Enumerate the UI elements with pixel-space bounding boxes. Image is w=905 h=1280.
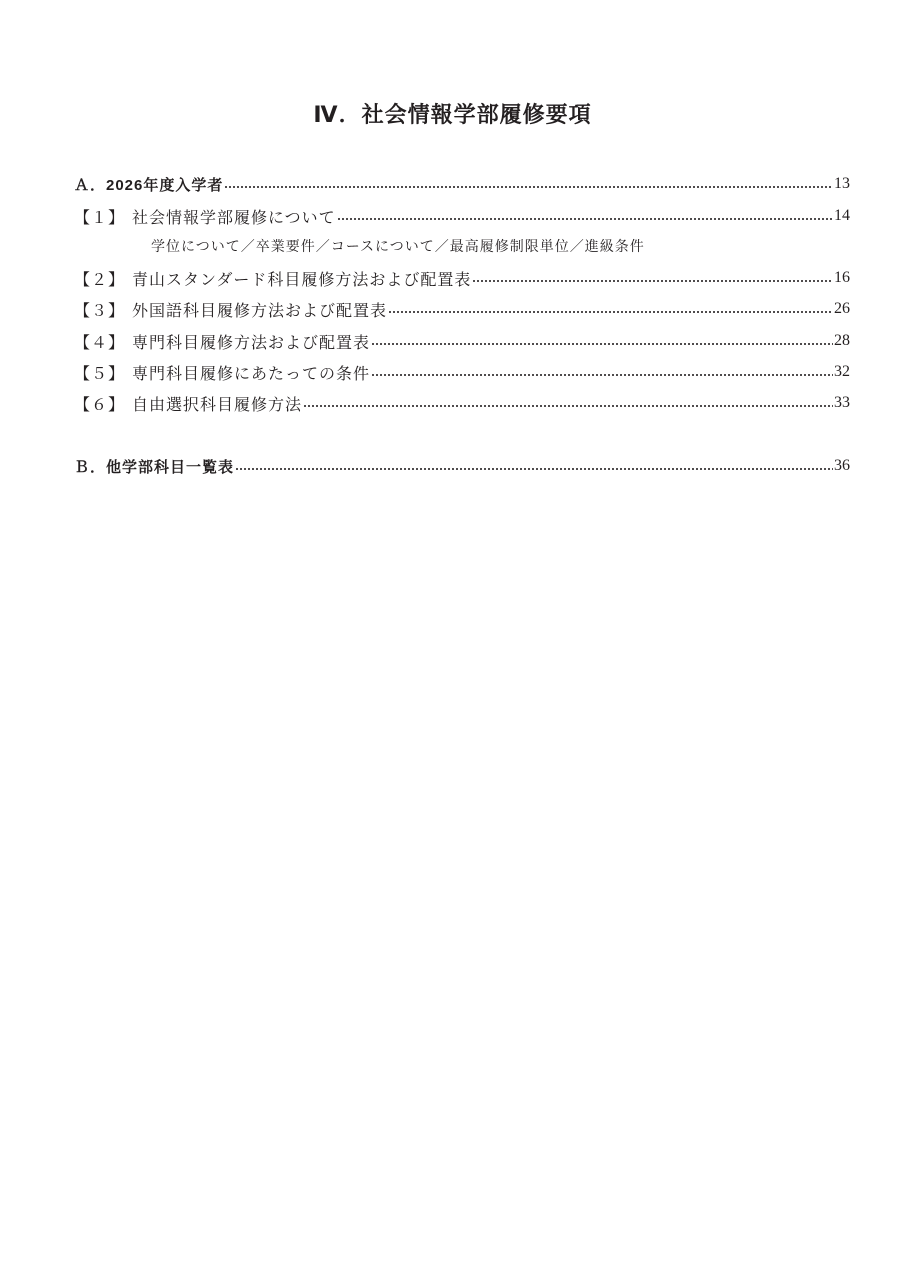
toc-item-number: 【５】 — [74, 365, 126, 383]
toc-item-3[interactable] — [74, 297, 850, 321]
dot-leader — [371, 343, 833, 345]
toc-section-a-page: 13 — [834, 175, 850, 192]
toc-item-page: 28 — [834, 332, 850, 349]
toc-item-page: 32 — [834, 363, 850, 380]
toc-section-b[interactable] — [74, 454, 850, 478]
toc-item-page: 33 — [834, 394, 850, 411]
toc-item-number: 【１】 — [74, 209, 126, 227]
dot-leader — [224, 186, 833, 188]
toc-item-1-subtopics: 学位について／卒業要件／コースについて／最高履修制限単位／進級条件 — [151, 240, 645, 255]
toc-item-number: 【２】 — [74, 271, 126, 289]
dot-leader — [235, 468, 833, 470]
toc-item-number: 【６】 — [74, 396, 126, 414]
toc-item-page: 14 — [834, 207, 850, 224]
toc-item-1[interactable] — [74, 204, 850, 228]
toc-item-label: 外国語科目履修方法および配置表 — [132, 302, 388, 320]
page-title: Ⅳ．社会情報学部履修要項 — [313, 102, 592, 127]
toc-item-page: 26 — [834, 300, 850, 317]
dot-leader — [371, 374, 833, 376]
toc-section-b-label: Ｂ．他学部科目一覧表 — [74, 458, 235, 476]
dot-leader — [337, 218, 833, 220]
toc-item-page: 16 — [834, 269, 850, 286]
toc-item-label: 青山スタンダード科目履修方法および配置表 — [132, 271, 472, 289]
toc-item-5[interactable] — [74, 360, 850, 384]
toc-item-2[interactable] — [74, 266, 850, 290]
toc-item-number: 【４】 — [74, 334, 126, 352]
toc-item-label: 社会情報学部履修について — [132, 209, 336, 227]
toc-section-a[interactable] — [74, 172, 850, 196]
toc-item-label: 専門科目履修方法および配置表 — [132, 334, 371, 352]
toc-item-label: 自由選択科目履修方法 — [132, 396, 303, 414]
dot-leader — [472, 280, 833, 282]
toc-item-number: 【３】 — [74, 302, 126, 320]
toc-item-4[interactable] — [74, 329, 850, 353]
toc-section-a-label: Ａ．2026年度入学者 — [74, 176, 224, 194]
toc-item-6[interactable] — [74, 391, 850, 415]
toc-section-b-page: 36 — [834, 457, 850, 474]
dot-leader — [388, 311, 833, 313]
toc-item-label: 専門科目履修にあたっての条件 — [132, 365, 371, 383]
dot-leader — [303, 405, 833, 407]
